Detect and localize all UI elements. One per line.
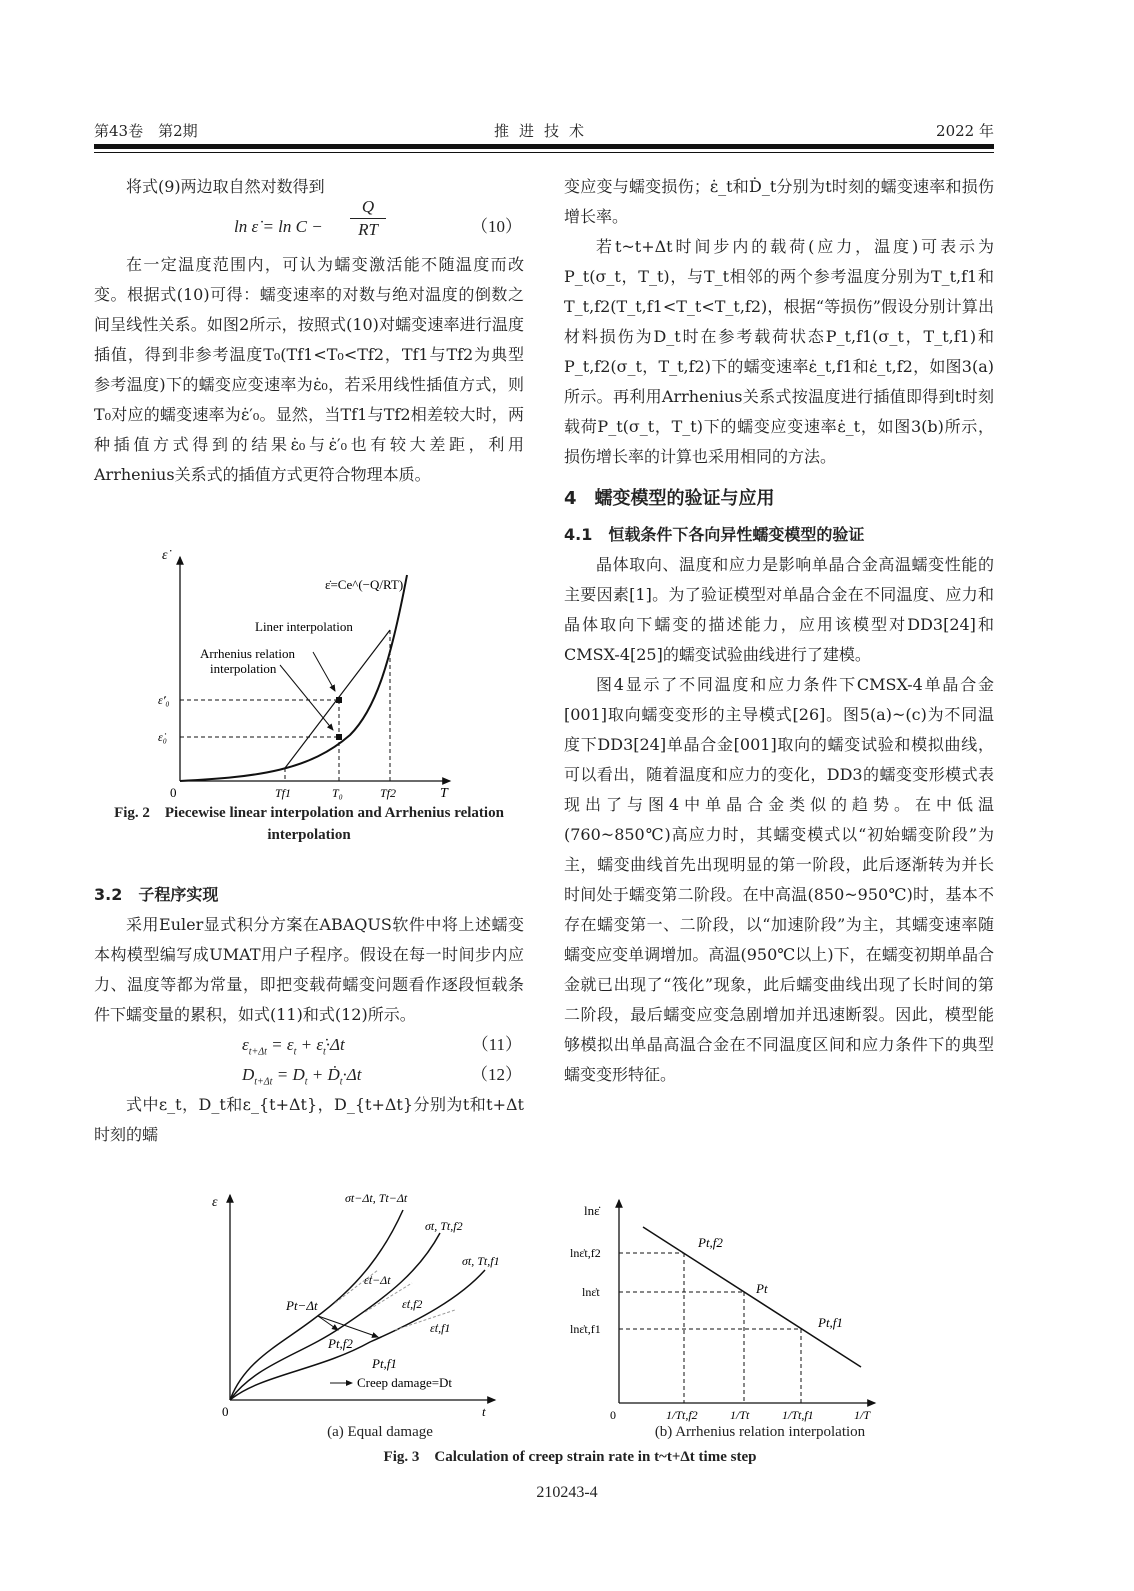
svg-text:ε̇′₀: ε̇′₀ <box>158 693 170 707</box>
fig3b-caption: (b) Arrhenius relation interpolation <box>654 1424 866 1440</box>
right-column <box>564 172 994 1090</box>
svg-text:Pt: Pt <box>756 1281 768 1296</box>
running-header <box>94 120 994 142</box>
header-rule-thick <box>94 144 994 149</box>
left-column-bottom <box>94 880 524 1150</box>
svg-text:ε: ε <box>212 1195 218 1210</box>
journal-name: 推进技术 <box>493 122 594 140</box>
paragraph: 采用Euler显式积分方案在ABAQUS软件中将上述蠕变本构模型编写成UMAT用户子程序。假设在每一时间步内应力、温度等都为常量，即把变载荷蠕变问题看作逐段恒载条件下蠕变量的累积，如式(11)和式(12)所示。 <box>94 915 524 1024</box>
svg-text:1/Tt,f2: 1/Tt,f2 <box>666 1408 698 1422</box>
svg-text:lnε̇t,f2: lnε̇t,f2 <box>570 1246 601 1260</box>
left-column-top <box>94 172 524 490</box>
svg-text:σt, Tt,f2: σt, Tt,f2 <box>425 1219 463 1233</box>
fig3-caption: Fig. 3 Calculation of creep strain rate in t~t+Δt time step <box>383 1449 757 1465</box>
svg-text:lnε̇: lnε̇ <box>584 1203 600 1218</box>
paragraph: 图4显示了不同温度和应力条件下CMSX-4单晶合金[001]取向蠕变变形的主导模式[26]。图5(a)~(c)为不同温度下DD3[24]单晶合金[001]取向的蠕变试验和模拟曲线，可以看出，随着温度和应力的变化，DD3的蠕变变形模式表现出了与图4中单晶合金类似的趋势。在中低温(760~850℃)高应力时，其蠕变模式以“初始蠕变阶段”为主，蠕变曲线首先出现明显的第一阶段，此后逐渐转为并长时间处于蠕变第二阶段。在中高温(850~950℃)时，基本不存在蠕变第一、二阶段，以“加速阶段”为主，其蠕变速率随蠕变应变单调增加。高温(950℃以上)下，在蠕变初期单晶合金就已出现了“筏化”现象，此后蠕变曲线出现了长时间的第二阶段，最后蠕变应变急剧增加并迅速断裂。因此，模型能够模拟出单晶高温合金在不同温度区间和应力条件下的典型蠕变变形特征。 <box>564 675 994 1084</box>
svg-text:T₀: T₀ <box>332 786 343 800</box>
svg-text:Creep damage=Dt: Creep damage=Dt <box>357 1375 453 1390</box>
svg-text:lnε̇t,f1: lnε̇t,f1 <box>570 1322 601 1336</box>
page-number: 210243-4 <box>536 1484 598 1501</box>
svg-text:1/Tt,f1: 1/Tt,f1 <box>782 1408 814 1422</box>
paragraph: 将式(9)两边取自然对数得到 <box>126 177 325 196</box>
svg-text:1/T: 1/T <box>854 1408 871 1422</box>
fig2-plot <box>150 545 470 800</box>
svg-text:ε̇t−Δt: ε̇t−Δt <box>364 1273 391 1287</box>
paragraph: 若t~t+Δt时间步内的载荷(应力，温度)可表示为P_t(σ_t，T_t)，与T_t相邻的两个参考温度分别为T_t,f1和T_t,f2(T_t,f1<T_t<T_t,f2)，根据“等损伤”假设分别计算出材料损伤为D_t时在参考载荷状态P_t,f1(σ_t，T_t,f1)和P_t,f2(σ_t，T_t,f2)下的蠕变速率ε̇_t,f1和ε̇_t,f2，如图3(a)所示。再利用Arrhenius关系式按温度进行插值即得到t时刻载荷P_t(σ_t，T_t)下的蠕变应变速率ε̇_t，如图3(b)所示，损伤增长率的计算也采用相同的方法。 <box>564 237 994 466</box>
year: 2022 年 <box>936 122 994 140</box>
section-heading-3-2: 3.2 子程序实现 <box>94 885 219 904</box>
svg-text:ε̇t,f2: ε̇t,f2 <box>402 1297 423 1311</box>
equation-12: $D_{t+\Delta t} = D_t$ + Ḋ$_t$·Δt （12） <box>242 1065 522 1088</box>
header-rule-thin <box>94 152 994 153</box>
fig3a-plot <box>200 1170 520 1419</box>
svg-text:Tf1: Tf1 <box>275 786 292 800</box>
svg-text:1/Tt: 1/Tt <box>730 1408 750 1422</box>
section-heading-4: 4 蠕变模型的验证与应用 <box>564 488 775 509</box>
svg-text:Pt,f1: Pt,f1 <box>372 1356 397 1371</box>
svg-text:Arrhenius relation: Arrhenius relation <box>200 646 295 661</box>
svg-text:lnε̇t: lnε̇t <box>582 1285 600 1299</box>
section-heading-4-1: 4.1 恒载条件下各向异性蠕变模型的验证 <box>564 525 865 544</box>
fig3a-caption: (a) Equal damage <box>327 1424 433 1440</box>
svg-text:0: 0 <box>222 1404 229 1419</box>
svg-text:ε̇₀: ε̇₀ <box>158 730 167 744</box>
svg-text:Liner interpolation: Liner interpolation <box>255 619 353 634</box>
svg-text:ε̇t,f1: ε̇t,f1 <box>430 1321 451 1335</box>
paragraph: 变应变与蠕变损伤；ε̇_t和Ḋ_t分别为t时刻的蠕变速率和损伤增长率。 <box>564 177 994 226</box>
svg-text:Tf2: Tf2 <box>380 786 397 800</box>
svg-text:ε̇=Ce^(−Q/RT): ε̇=Ce^(−Q/RT) <box>325 577 404 592</box>
volume-issue: 第43卷 第2期 <box>94 122 198 140</box>
svg-text:Pt−Δt: Pt−Δt <box>286 1298 318 1313</box>
paragraph: 在一定温度范围内，可认为蠕变激活能不随温度而改变。根据式(10)可得：蠕变速率的对数与绝对温度的倒数之间呈线性关系。如图2所示，按照式(10)对蠕变速率进行温度插值，得到非参考温度T₀(Tf1<T₀<Tf2，Tf1与Tf2为典型参考温度)下的蠕变应变速率为ε̇₀，若采用线性插值方式，则T₀对应的蠕变速率为ε̇′₀。显然，当Tf1与Tf2相差较大时，两种插值方式得到的结果ε̇₀与ε̇′₀也有较大差距，利用Arrhenius关系式的插值方式更符合物理本质。 <box>94 255 524 484</box>
svg-text:Pt,f1: Pt,f1 <box>818 1315 843 1330</box>
svg-text:t: t <box>482 1404 486 1419</box>
svg-text:ε̇: ε̇ <box>162 548 168 563</box>
fig2-caption: Fig. 2 Piecewise linear interpolation and Arrhenius relation interpolation <box>114 805 504 843</box>
svg-text:σt, Tt,f1: σt, Tt,f1 <box>462 1254 500 1268</box>
equation-10: ln ε̇ = ln C − Q RT （10） <box>234 197 522 239</box>
paragraph: 式中ε_t，D_t和ε_{t+Δt}，D_{t+Δt}分别为t和t+Δt时刻的蠕 <box>94 1095 524 1144</box>
svg-text:T: T <box>440 786 448 801</box>
svg-text:0: 0 <box>610 1408 616 1422</box>
svg-text:Pt,f2: Pt,f2 <box>698 1235 723 1250</box>
svg-text:0: 0 <box>170 785 177 800</box>
fig3b-plot <box>570 1175 890 1420</box>
svg-text:σt−Δt, Tt−Δt: σt−Δt, Tt−Δt <box>345 1191 408 1205</box>
svg-text:interpolation: interpolation <box>210 661 277 676</box>
paragraph: 晶体取向、温度和应力是影响单晶合金高温蠕变性能的主要因素[1]。为了验证模型对单晶合金在不同温度、应力和晶体取向下蠕变的描述能力，应用该模型对DD3[24]和CMSX-4[25]的蠕变试验曲线进行了建模。 <box>564 555 994 664</box>
equation-11: $\varepsilon_{t+\Delta t} = \varepsilon_t$ + $\varepsiloṅ_t\cdot\Delta t$ （11） <box>242 1035 522 1058</box>
svg-text:Pt,f2: Pt,f2 <box>328 1336 353 1351</box>
